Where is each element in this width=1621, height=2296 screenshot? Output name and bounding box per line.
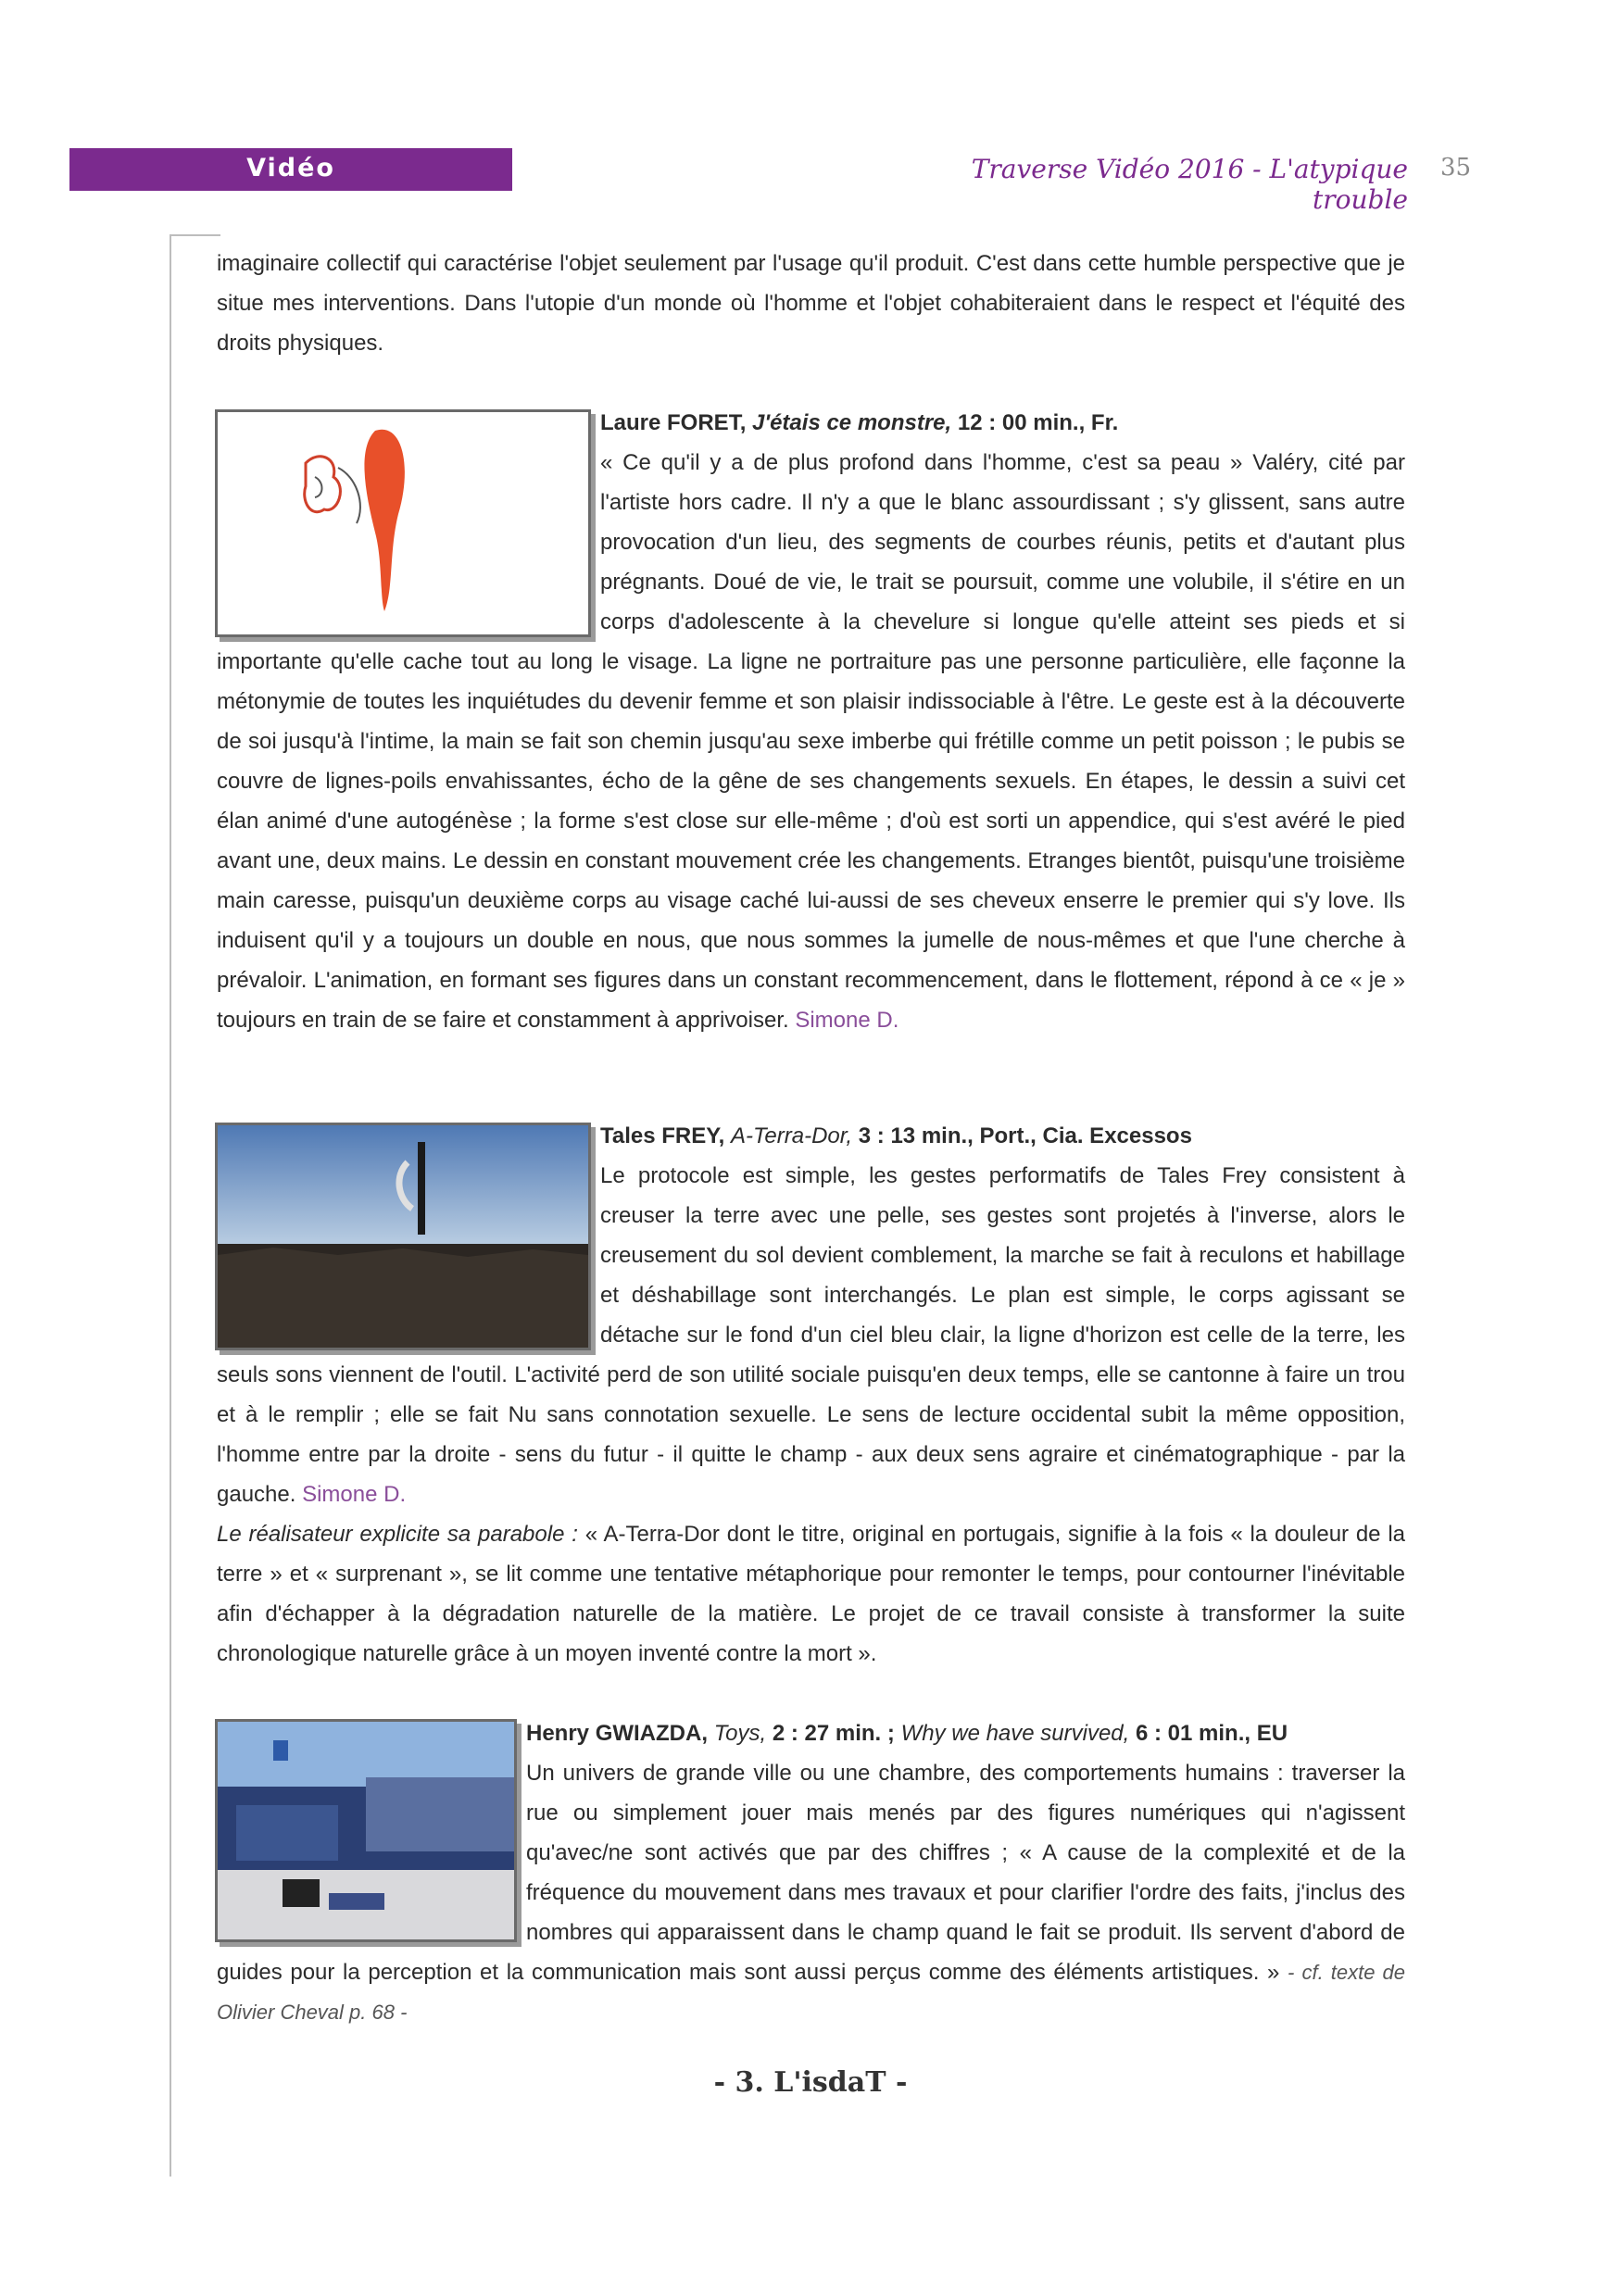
page-footer: - 3. L'isdaT -: [713, 2066, 908, 2099]
float-spacer: [217, 1753, 526, 1948]
work-details: 3 : 13 min., Port., Cia. Excessos: [858, 1123, 1192, 1148]
artist-name: Henry GWIAZDA,: [526, 1721, 709, 1746]
signature: Simone D.: [795, 1008, 899, 1033]
section-label: Vidéo: [246, 154, 335, 182]
intro-block: [217, 244, 1405, 363]
margin-rule-tick: [170, 234, 220, 236]
work-title-2: Why we have survived,: [900, 1721, 1130, 1746]
work-title: Toys,: [713, 1721, 767, 1746]
running-title: Traverse Vidéo 2016 - L'atypique trouble: [971, 154, 1408, 215]
entry-2-heading: [600, 1116, 1405, 1156]
entry-3-body: Un univers de grande ville ou une chambre, des comportements humains : traverser la rue ou simplement jouer mais menés par des figures numériques qui n'agissent qu'avec/ne sont activés que par des chiffres ; « A cause de la complexité et de la fréquence du mouvement dans mes travaux et pour clarifier l'ordre des faits, j'inclus des nombres qui apparaissent dans le champ quand le fait se produit. Ils servent d'abord de guides pour la perception et la communication mais sont aussi perçus comme des éléments artistiques. »: [217, 1761, 1405, 1985]
float-spacer: [217, 1156, 600, 1355]
work-details: 12 : 00 min., Fr.: [957, 410, 1119, 435]
entry-1-wrap: [600, 403, 1405, 443]
work-details: 2 : 27 min. ;: [772, 1721, 895, 1746]
work-title: A-Terra-Dor,: [730, 1123, 853, 1148]
entry-2-text: [217, 1156, 1405, 1674]
float-spacer: [217, 443, 600, 642]
entry-3-text: [217, 1753, 1405, 2032]
signature: Simone D.: [302, 1482, 407, 1507]
entry-2-body: Le protocole est simple, les gestes performatifs de Tales Frey consistent à creuser la terre avec une pelle, ses gestes sont projetés à l'inverse, alors le creusement du sol devient comblement, la marche se fait à reculons et habillage et déshabillage sont interchangés. Le plan est simple, le corps agissant se détache sur le fond d'un ciel bleu clair, la ligne d'horizon est celle de la terre, les seuls sons viennent de l'outil. L'activité perd de son utilité sociale puisqu'en deux temps, elle se cantonne à faire un trou et à le remplir ; elle se fait Nu sans connotation sexuelle. Le sens de lecture occidental subit la même opposition, l'homme entre par la droite - sens du futur - il quitte le champ - aux deux sens agraire et cinématographique - par la gauche.: [217, 1163, 1405, 1507]
entry-1-text: [217, 443, 1405, 1040]
entry-1-body: « Ce qu'il y a de plus profond dans l'homme, c'est sa peau » Valéry, cité par l'artiste hors cadre. Il n'y a que le blanc assourdissant ; s'y glissent, sans autre provocation d'un lieu, des segments de courbes réunis, petits et d'autant plus prégnants. Doué de vie, le trait se poursuit, comme une volubile, il s'étire en un corps d'adolescente à la chevelure si longue qu'elle atteint ses pieds et si importante qu'elle cache tout au long le visage. La ligne ne portraiture pas une personne particulière, elle façonne la métonymie de toutes les inquiétudes du devenir femme et son plaisir indissociable à l'être. Le geste est à la découverte de soi jusqu'à l'intime, la main se fait son chemin jusqu'au sexe imberbe qui frétille comme un petit poisson ; le pubis se couvre de lignes-poils envahissantes, écho de la gêne de ses changements sexuels. En étapes, le dessin a suivi cet élan animé d'une autogénèse ; la forme s'est close sur elle-même ; d'où est sorti un appendice, qui s'est avéré le pied avant une, deux mains. Le dessin en constant mouvement crée les changements. Etranges bientôt, puisqu'une troisième main caresse, puisqu'un deuxième corps au visage caché lui-aussi de ses cheveux enserre le premier qui s'y love. Ils induisent qu'il y a toujours un double en nous, que nous sommes la jumelle de nous-mêmes et que l'une cherche à prévaloir. L'animation, en formant ses figures dans un constant recommencement, dans le flottement, répond à ce « je » toujours en train de se faire et constamment à apprivoiser.: [217, 450, 1405, 1033]
director-quote: « A-Terra-Dor dont le titre, original en portugais, signifie à la fois « la douleur de la terre » et « surprenant », se lit comme une tentative métaphorique pour remonter le temps, pour contourner l'inévitable afin d'échapper à la dégradation naturelle de la matière. Le projet de ce travail consiste à transformer la suite chronologique naturelle grâce à un moyen inventé contre la mort ».: [217, 1522, 1406, 1666]
margin-rule: [170, 234, 171, 2177]
page-number: 35: [1440, 154, 1472, 182]
entry-2-wrap: [600, 1116, 1405, 1156]
reference-note: - cf. texte de Olivier Cheval p. 68 -: [217, 1961, 1406, 2024]
quote-intro: Le réalisateur explicite sa parabole :: [217, 1522, 578, 1547]
entry-3-wrap: [526, 1713, 1405, 1753]
work-title: J'étais ce monstre,: [752, 410, 952, 435]
intro-paragraph: imaginaire collectif qui caractérise l'objet seulement par l'usage qu'il produit. C'est dans cette humble perspective que je situe mes interventions. Dans l'utopie d'un monde où l'homme et l'objet cohabiteraient dans le respect et l'équité des droits physiques.: [217, 251, 1405, 356]
work-details-2: 6 : 01 min., EU: [1136, 1721, 1288, 1746]
artist-name: Laure FORET,: [600, 410, 747, 435]
entry-1-heading: [600, 403, 1405, 443]
entry-3-heading: [526, 1713, 1405, 1753]
artist-name: Tales FREY,: [600, 1123, 725, 1148]
section-banner: [69, 148, 512, 191]
